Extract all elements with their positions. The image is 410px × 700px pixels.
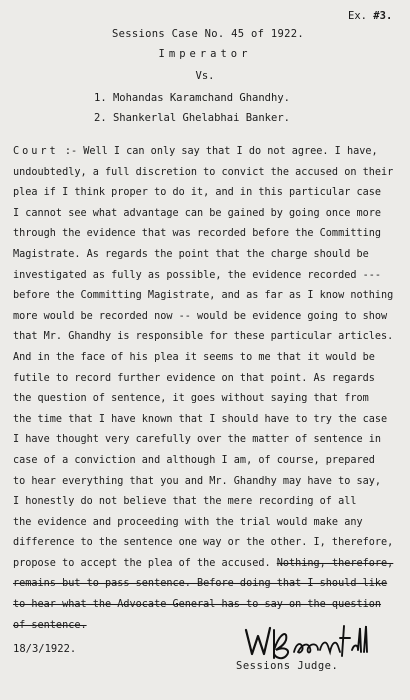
versus-label: Vs. <box>195 70 215 82</box>
body-line: I have thought very carefully over the matter of sentence in <box>13 434 382 446</box>
body-line: more would be recorded now -- would be evidence going to show <box>13 310 388 322</box>
body-line: plea if I think proper to do it, and in this particular case <box>13 187 382 199</box>
body-line-text: :- Well I can only say that I do not agree. I have, <box>64 146 378 157</box>
body-line-text: propose to accept the plea of the accused. <box>13 557 271 569</box>
exhibit-prefix: Ex. <box>348 10 367 22</box>
body-line: that Mr. Ghandhy is responsible for these particular articles. <box>13 331 394 343</box>
struck-text: Nothing, therefore, <box>276 557 394 569</box>
struck-line: remains but to pass sentence. Before doing that I should like <box>13 578 388 590</box>
body-line: investigated as fully as possible, the evidence recorded --- <box>13 269 382 281</box>
body-line: the question of sentence, it goes without saying that from <box>13 393 369 405</box>
struck-line: to hear what the Advocate General has to say on the question <box>13 599 382 611</box>
body-line: the time that I have known that I should have to try the case <box>13 413 388 425</box>
body-line: I honestly do not believe that the mere recording of all <box>13 496 357 508</box>
struck-line: of sentence. <box>13 619 87 631</box>
accused-2: 2. Shankerlal Ghelabhai Banker. <box>94 112 290 124</box>
imperator-heading: Imperator <box>158 48 252 60</box>
body-line: I cannot see what advantage can be gained by going once more <box>13 207 382 219</box>
judge-title: Sessions Judge. <box>236 660 339 672</box>
body-line: the evidence and proceeding with the trial would make any <box>13 516 363 528</box>
body-line <box>13 142 405 163</box>
body-line: And in the face of his plea it seems to me that it would be <box>13 351 375 363</box>
body-line: undoubtedly, a full discretion to convict the accused on their <box>13 166 394 178</box>
body-line: before the Committing Magistrate, and as far as I know nothing <box>13 290 394 302</box>
court-label: Court <box>13 146 59 157</box>
body-line: futile to record further evidence on that point. As regards <box>13 372 375 384</box>
court-statement <box>13 142 405 636</box>
document-date: 18/3/1922. <box>13 643 77 655</box>
body-line: to hear everything that you and Mr. Ghandhy may have to say, <box>13 475 382 487</box>
body-line: through the evidence that was recorded before the Committing <box>13 228 382 240</box>
body-line: case of a conviction and although I am, of course, prepared <box>13 454 375 466</box>
exhibit-mark: #3. <box>373 10 393 22</box>
exhibit-label <box>348 10 392 22</box>
case-number: Sessions Case No. 45 of 1922. <box>111 28 305 40</box>
body-line: difference to the sentence one way or the other. I, therefore, <box>13 537 394 549</box>
accused-1: 1. Mohandas Karamchand Ghandhy. <box>94 92 290 104</box>
body-line: Magistrate. As regards the point that the charge should be <box>13 248 369 260</box>
body-line <box>13 554 405 575</box>
